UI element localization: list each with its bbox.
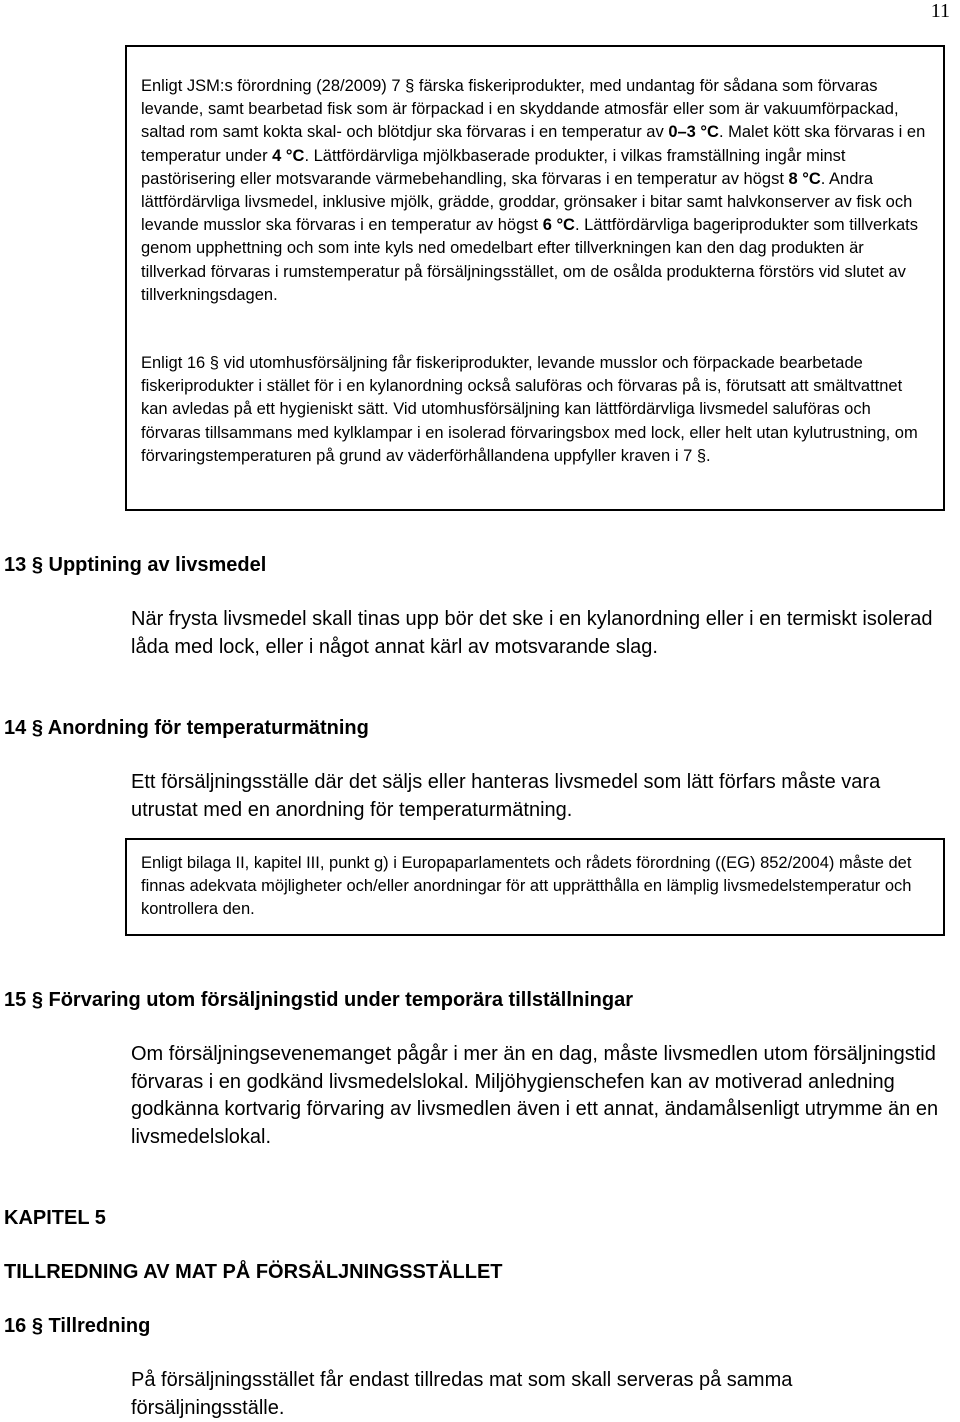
box-paragraph-storage-temperatures: Enligt JSM:s förordning (28/2009) 7 § färska fiskeriprodukter, med undantag för sådana som förvaras levande, samt bearbetad fisk som är förpackad i en skyddande atmosfär eller som är vakuumförpackad, saltad rom samt kokta skal- och blötdjur ska förvaras i en temperatur av 0–3 °C. Malet kött ska förvaras i en temperatur under 4 °C. Lättfördärvliga mjölkbaserade produkter, i vilkas framställning ingår minst pastörisering eller motsvarande värmebehandling, ska förvaras i en temperatur av högst 8 °C. Andra lättfördärvliga livsmedel, inklusive mjölk, grädde, groddar, grönsaker i bitar samt halvkonserver av fisk och levande musslor ska förvaras i en temperatur av högst 6 °C. Lättfördärvliga bageriprodukter som tillverkats genom upphettning och som inte kyls ned omedelbart efter tillverkningen kan den dag produkten är tillverkad förvaras i rumstemperatur på försäljningsstället, om de osålda produkterna förstörs vid slutet av tillverkningsdagen. [141,77,926,304]
box-paragraph-outdoor-sales: Enligt 16 § vid utomhusförsäljning får fiskeriprodukter, levande musslor och förpackade bearbetade fiskeriprodukter i stället för i en kylanordning också saluföras och förvaras på is, förutsatt att smältvattnet kan avledas på ett hygieniskt sätt. Vid utomhusförsäljning kan lättfördärvliga livsmedel saluföras och förvaras tillsammans med kylklampar i en isolerad förvaringsbox med lock, eller helt utan kylutrustning, om förvaringstemperaturen på grund av väderförhållandena uppfyller kraven i 7 §. [141,354,918,465]
info-box-eu-regulation [125,838,945,936]
section-16-text: På försäljningsstället får endast tillredas mat som skall serveras på samma försäljningsställe. [131,1369,793,1419]
section-15-text: Om försäljningsevenemanget pågår i mer än en dag, måste livsmedlen utom försäljningstid förvaras i en godkänd livsmedelslokal. Miljöhygienschefen kan av motiverad anledning godkänna kortvarig förvaring av livsmedlen även i ett annat, ändamålsenligt utrymme än en livsmedelslokal. [131,1043,939,1148]
page-number: 11 [930,0,950,22]
section-13-text: När frysta livsmedel skall tinas upp bör det ske i en kylanordning eller i en termiskt isolerad låda med lock, eller i något annat kärl av motsvarande slag. [131,608,933,658]
info-box-temperature-rules [125,45,945,511]
chapter-title: TILLREDNING AV MAT PÅ FÖRSÄLJNINGSSTÄLLET [4,1261,503,1283]
chapter-label: KAPITEL 5 [4,1207,106,1229]
section-15-heading: 15 § Förvaring utom försäljningstid under temporära tillställningar [4,989,634,1011]
section-14-heading: 14 § Anordning för temperaturmätning [4,717,369,739]
section-14-text: Ett försäljningsställe där det säljs eller hanteras livsmedel som lätt förfars måste vara utrustat med en anordning för temperaturmätning. [131,771,881,821]
section-13-heading: 13 § Upptining av livsmedel [4,554,267,576]
section-16-heading: 16 § Tillredning [4,1315,151,1337]
box-paragraph-eu-regulation: Enligt bilaga II, kapitel III, punkt g) i Europaparlamentets och rådets förordning ((EG) 852/2004) måste det finnas adekvata möjligheter och/eller anordningar för att upprätthålla en lämplig livsmedelstemperatur och kontrollera den. [141,854,912,919]
